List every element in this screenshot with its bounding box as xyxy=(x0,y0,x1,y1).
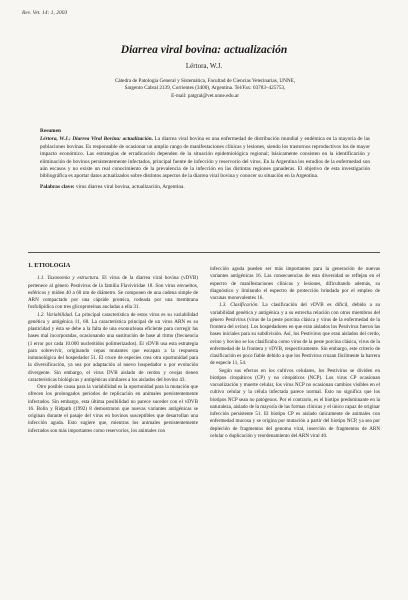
abstract-body xyxy=(40,136,370,180)
paragraph-continued: infección aguda pueden ser más importantes para la generación de nuevas variantes antigénicas 16. Las consecuencias de esta diversidad se reflejan en el espectro de manifestaciones clínicas y lesiones, dificultando además, su diagnóstico y limitando el espectro de protección brindada por el empleo de vacunas monovalentes 16. xyxy=(210,266,380,301)
section-heading: 1. ETIOLOGÍA xyxy=(28,262,71,269)
abstract-heading: Resumen xyxy=(40,128,61,134)
paragraph-text: La clasificación del vDVB es difícil, debido a su variabilidad genética y antigénica y a su estrecha relación con otros miembros del género Pestivirus (virus de la peste porcina clásica y virus de la enfermedad de la frontera del ovino). Los hospedadores en que eran aislados los Pestivirus fueron las bases iniciales para su subdivisión. Así, los Pestivirus que eran aislados del cerdo, ovino y bovino se los clasificaba como virus de la peste porcina clásica, virus de la enfermedad de la frontera y vDVB, respectivamente. Sin embargo, este criterio de clasificación es poco fiable debido a que los Pestivirus cruzan fácilmente la barrera de especie 11, 54. xyxy=(210,302,380,367)
author-line: Lértora, W.J. xyxy=(185,62,223,70)
journal-header: Rev. Vet. 14: 1, 2003 xyxy=(22,10,68,16)
paragraph-variability-cont: Otro posible causa para la variabilidad es la oportunidad para la mutación que ofrecen los prolongados períodos de replicación en animales persistentemente infectados. Sin embargo, esta última posibilidad no parece suceder con el vDVB 16. Bolin y Ridpath (1992) 8 demostraron que nuevas variantes antigénicas se originan durante el pasaje del virus en bovinos susceptibles que desarrollan una infección aguda. Esto sugiere que, mientras los animales persistentemente infectados son más importantes como reservorios, los animales con xyxy=(28,384,198,434)
keywords-label: Palabras clave: xyxy=(40,183,75,190)
affiliation-line: Cátedra de Patología General y Sistemática, Facultad de Ciencias Veterinarias, UNNE, xyxy=(114,78,296,84)
keywords-text: virus diarrea viral bovina, actualización, Argentina. xyxy=(74,183,185,190)
subsection-title: 1.2. Variabilidad. xyxy=(37,311,74,318)
affiliation-line: Sargento Cabral 2139, Corrientes (3400), Argentina. Tel/Fax: 03783–425753, xyxy=(124,85,286,92)
subsection-title: 1.1. Taxonomía y estructura. xyxy=(37,275,100,282)
abstract-block xyxy=(40,128,370,191)
abstract-citation: Lértora, W.J.: Diarrea Viral Bovina: actualización. xyxy=(40,136,154,143)
affiliation-email: E-mail: patgral@vet.unne.edu.ar xyxy=(171,92,239,99)
paragraph-classification xyxy=(210,302,380,367)
subsection-title: 1.3. Clasificación. xyxy=(219,302,259,309)
affiliation xyxy=(60,78,350,100)
paragraph-biotypes: Según sus efectos en los cultivos celulares, los Pestivirus se dividen en biotipos citopáticos (CP) y no citopáticos (NCP). Los virus CP ocasionan vacuolización y muerte celular, los virus NCP no ocasionan cambios visibles en el cultivo celular y la célula infectada parece normal. Esto no significa que los biotipos NCP sean no patógenos. Por el contrario, es el biotipo predominante en la naturaleza, aislado de la mayoría de las formas clínicas y el único capaz de originar infección persistente 51. El biotipo CP es aislado únicamente de animales con enfermedad mucosa y se origina por mutación a partir del biotipo NCP, ya sea por depleción de fragmentos del genoma viral, inserción de fragmentos de ARN celular o duplicación y reordenamiento del ARN viral 40. xyxy=(210,367,380,439)
keywords xyxy=(40,184,370,191)
article-title: Diarrea viral bovina: actualización xyxy=(120,44,288,56)
column-left xyxy=(28,262,198,592)
paragraph-text: El virus de la diarrea viral bovina (vDVB) pertenece al género Pestivirus de la familia Flaviviridae 18. Son virus envueltos, esféricos y miden 40 a 60 nm de diámetro. Se componen de una cadena simple de ARN compactado por una cápside proteica, rodeada por una membrana fosfolipídica con tres glicoproteínas ancladas a ella 31. xyxy=(28,275,198,311)
section-divider xyxy=(28,252,380,253)
column-right xyxy=(210,266,380,596)
abstract-text: La diarrea viral bovina es una enfermedad de distribución mundial y endémica en la mayoría de las poblaciones bovinas. Es responsable de ocasionar un amplio rango de manifestaciones clínicas y lesiones, siendo los trastornos reproductivos los de mayor impacto económico. Las estrategias de erradicación dependen de la situación epidemiológica regional; básicamente consisten en la identificación y eliminación de bovinos persistentemente infectados, principal fuente de infección y reservorio del virus. En la Argentina los estudios de la enfermedad son aún escasos y no existe un real conocimiento de la prevalencia de la infección en las distintas regiones ganaderas. El objetivo de esta investigación bibliográfica es aportar datos actualizados sobre distintos aspectos de la diarrea viral bovina y conocer su situación en la Argentina. xyxy=(40,136,370,180)
paragraph-taxonomy xyxy=(28,275,198,311)
paragraph-variability xyxy=(28,312,198,385)
paragraph-text: La principal característica de estos virus es su variabilidad genética y antigénica 11, 68. La característica principal de un virus ARN es su plasticidad y ésta se debe a la falta de una exonucleasa eficiente para corregir las bases mal incorporadas, ocasionando una sustitución de base al ritmo (frecuencia (1 error por cada 10.000 nucleótidos polimerizados). El vDVB usa esta estrategia para sobrevivir, originando cepas mutantes que escapan a la respuesta inmunológica del hospedador 51. El cruce de especies crea otra oportunidad para la diversificación, ya sea por adaptación al nuevo hospedador o por evolución divergente. Sin embargo, el virus DVB aislado de cerdos y ovejas tienen características biológicas y antigénicas similares a los aislados del bovino 43. xyxy=(28,311,198,383)
